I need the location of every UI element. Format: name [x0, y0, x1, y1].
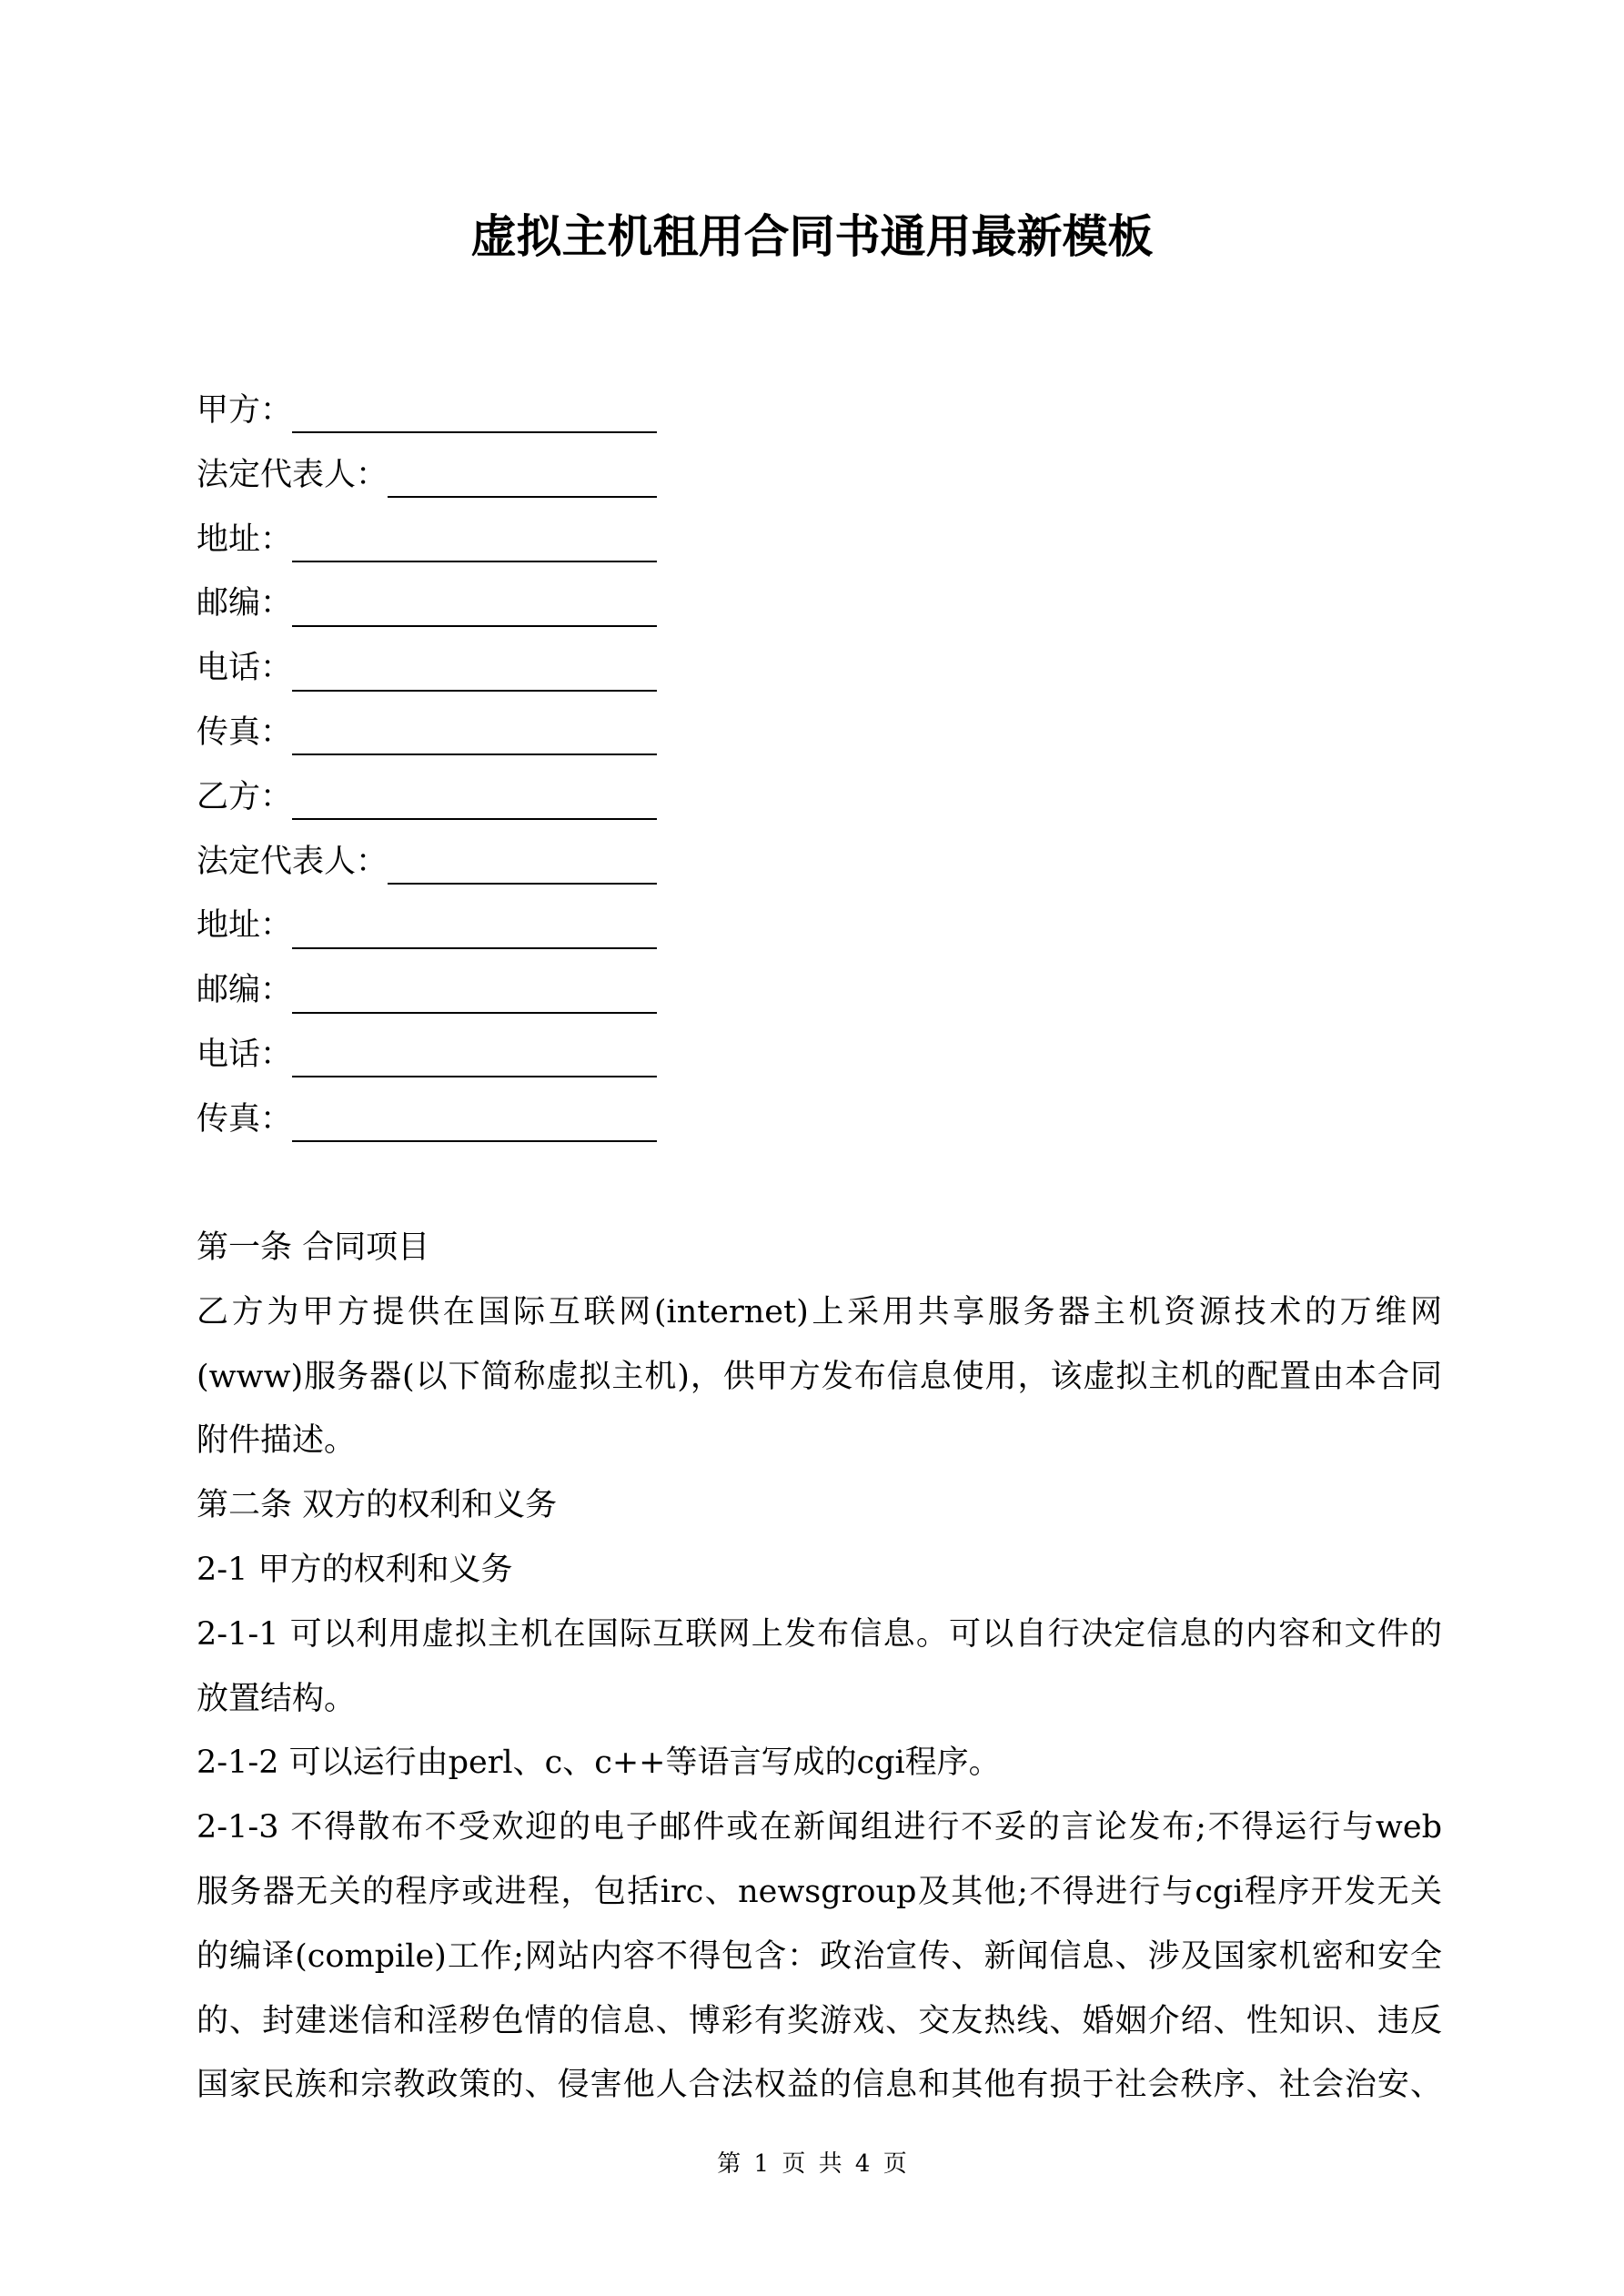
page-footer: 第 1 页 共 4 页 — [717, 2150, 907, 2178]
field-label: 法定代表人： — [197, 456, 388, 493]
document-title: 虚拟主机租用合同书通用最新模板 — [470, 209, 1154, 263]
form-field — [197, 958, 657, 1023]
fill-in-blank[interactable] — [292, 659, 657, 692]
fill-in-blank[interactable] — [388, 852, 657, 885]
fill-in-blank[interactable] — [292, 787, 657, 820]
body-line: 服务器无关的程序或进程，包括irc、newsgroup及其他;不得进行与cgi程序开发无关 — [197, 1873, 1442, 1910]
form-field — [197, 571, 657, 636]
field-label: 乙方： — [197, 778, 293, 815]
fill-in-blank[interactable] — [292, 1045, 657, 1077]
field-label: 地址： — [197, 521, 293, 558]
fill-in-blank[interactable] — [292, 594, 657, 627]
fill-in-blank[interactable] — [292, 400, 657, 433]
body-line: 的编译(compile)工作;网站内容不得包含：政治宣传、新闻信息、涉及国家机密和安全 — [197, 1937, 1442, 1975]
field-label: 地址： — [197, 907, 293, 945]
body-line: (www)服务器(以下简称虚拟主机)，供甲方发布信息使用，该虚拟主机的配置由本合同 — [197, 1358, 1442, 1395]
field-label: 传真： — [197, 1100, 293, 1138]
form-field — [197, 894, 657, 958]
form-field — [197, 636, 657, 701]
field-label: 电话： — [197, 650, 293, 687]
body-line: 2-1-3 不得散布不受欢迎的电子邮件或在新闻组进行不妥的言论发布;不得运行与web — [197, 1809, 1442, 1846]
form-field — [197, 508, 657, 572]
form-field — [197, 1023, 657, 1087]
fill-in-blank[interactable] — [292, 723, 657, 755]
fill-in-blank[interactable] — [292, 1109, 657, 1142]
field-label: 邮编： — [197, 972, 293, 1009]
body-line: 国家民族和宗教政策的、侵害他人合法权益的信息和其他有损于社会秩序、社会治安、 — [197, 2067, 1442, 2104]
body-line: 2-1-2 可以运行由perl、c、c++等语言写成的cgi程序。 — [197, 1745, 1001, 1782]
field-label: 邮编： — [197, 585, 293, 622]
form-field — [197, 443, 657, 508]
body-line: 乙方为甲方提供在国际互联网(internet)上采用共享服务器主机资源技术的万维网 — [197, 1293, 1442, 1330]
body-line: 的、封建迷信和淫秽色情的信息、博彩有奖游戏、交友热线、婚姻介绍、性知识、违反 — [197, 2002, 1442, 2039]
body-line: 放置结构。 — [197, 1680, 357, 1717]
body-line: 2-1-1 可以利用虚拟主机在国际互联网上发布信息。可以自行决定信息的内容和文件的 — [197, 1615, 1442, 1653]
field-label: 电话： — [197, 1036, 293, 1073]
fill-in-blank[interactable] — [292, 981, 657, 1014]
field-label: 甲方： — [197, 392, 293, 429]
fill-in-blank[interactable] — [292, 916, 657, 949]
form-field — [197, 830, 657, 895]
field-label: 传真： — [197, 713, 293, 751]
fill-in-blank[interactable] — [388, 465, 657, 498]
fill-in-blank[interactable] — [292, 530, 657, 562]
contract-body — [197, 1216, 1442, 2118]
party-info-fields — [197, 379, 657, 1152]
body-line: 2-1 甲方的权利和义务 — [197, 1551, 513, 1588]
field-label: 法定代表人： — [197, 843, 388, 880]
form-field — [197, 1087, 657, 1152]
body-line: 第一条 合同项目 — [197, 1229, 430, 1266]
form-field — [197, 701, 657, 765]
body-line: 附件描述。 — [197, 1422, 357, 1460]
form-field — [197, 765, 657, 830]
body-line: 第二条 双方的权利和义务 — [197, 1487, 558, 1524]
form-field — [197, 379, 657, 443]
